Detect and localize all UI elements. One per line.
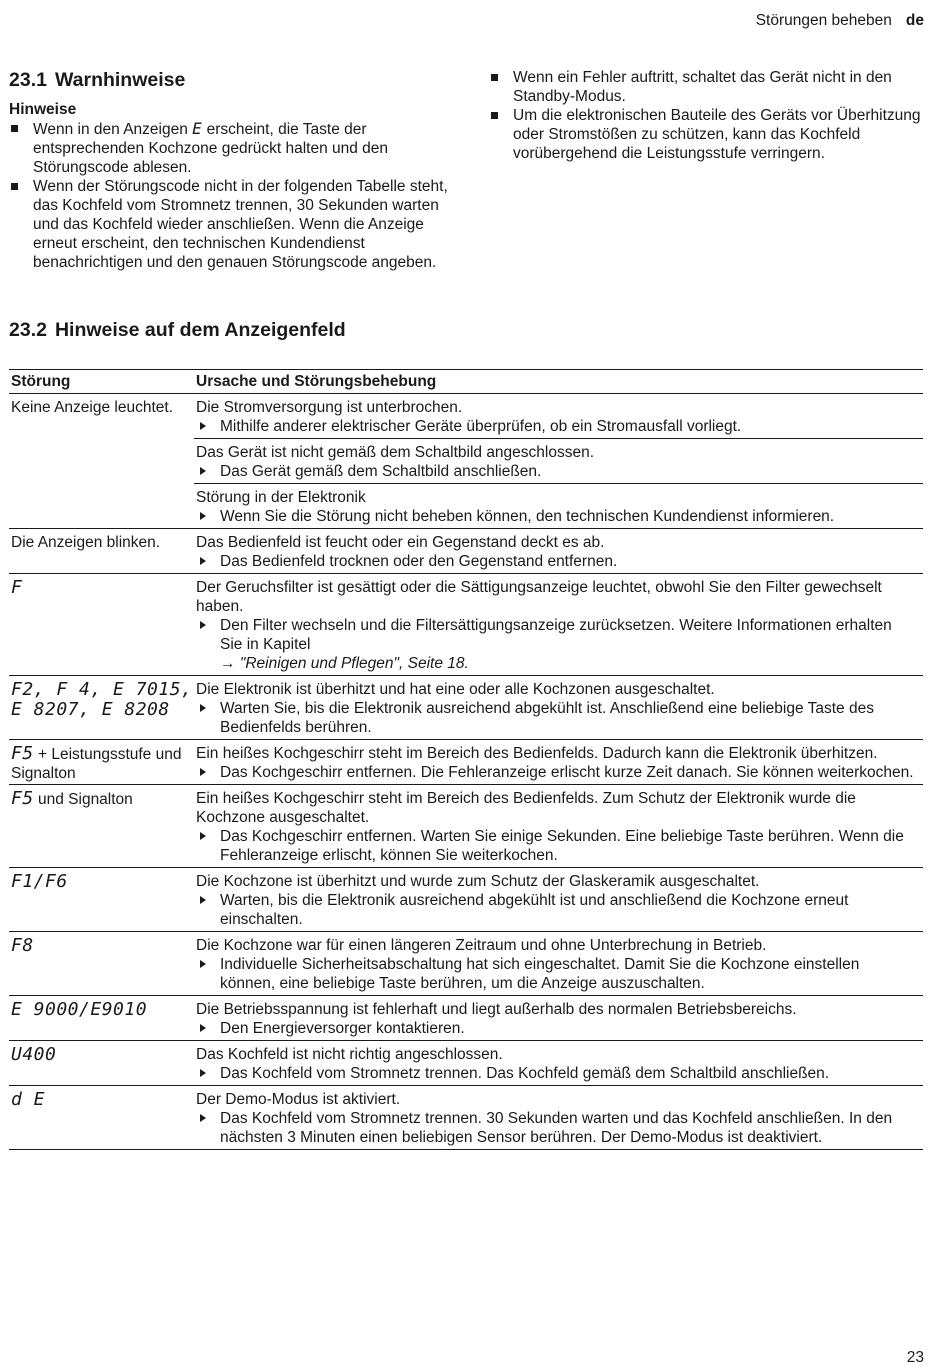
arrow-icon: → [220,655,236,672]
fault-table [9,369,923,1150]
cause-cell [194,676,923,740]
table-row [9,785,923,868]
page-number: 23 [906,1349,924,1366]
running-header [756,11,924,30]
section-title: Warnhinweise [54,69,186,91]
note-item: Wenn der Störungscode nicht in der folgenden Tabelle steht, das Kochfeld vom Stromnetz trennen, 30 Sekunden warten und das Kochfeld wieder anschließen. Wenn die Anzeige erneut erscheint, den technischen Kundendienst benachrichtigen und den genauen Störungscode angeben. [9,177,449,272]
fault-cell [9,676,194,740]
table-row [9,868,923,932]
cause-text: Die Kochzone war für einen längeren Zeitraum und ohne Unterbrechung in Betrieb. [196,937,767,954]
cause-text: Ein heißes Kochgeschirr steht im Bereich des Bedienfelds. Dadurch kann die Elektronik überhitzen. [196,745,878,762]
language-code: de [905,12,924,29]
remedy-action: Warten Sie, bis die Elektronik ausreichend abgekühlt ist. Anschließend eine beliebige Taste des Bedienfelds berühren. [196,699,915,737]
cause-block [194,574,923,675]
cross-reference [196,654,915,673]
fault-code: F5 [11,743,34,764]
fault-code: F5 [11,788,34,809]
fault-cell [9,996,194,1041]
cause-block [194,996,923,1040]
cause-block [194,483,923,528]
note-text: Wenn in den Anzeigen [33,121,193,138]
cause-cell [194,740,923,785]
cause-text: Das Gerät ist nicht gemäß dem Schaltbild angeschlossen. [196,444,595,461]
table-row [9,996,923,1041]
cause-text: Das Bedienfeld ist feucht oder ein Gegenstand deckt es ab. [196,534,605,551]
fault-cell [9,932,194,996]
cause-block [194,676,923,739]
remedy-action: Das Kochfeld vom Stromnetz trennen. 30 Sekunden warten und das Kochfeld anschließen. In den nächsten 3 Minuten einen beliebigen Sensor berühren. Der Demo-Modus ist deaktiviert. [196,1109,915,1147]
fault-cell [9,740,194,785]
table-row [9,574,923,676]
notes-list-right [489,68,929,163]
notes-subheading: Hinweise [9,101,77,118]
table-row [9,1041,923,1086]
section-name: Störungen beheben [755,12,892,29]
cause-text: Ein heißes Kochgeschirr steht im Bereich des Bedienfelds. Zum Schutz der Elektronik wurde die Kochzone ausgeschaltet. [196,790,856,826]
remedy-action: Das Bedienfeld trocknen oder den Gegenstand entfernen. [196,552,915,571]
cause-block [194,1041,923,1085]
cause-block [194,438,923,483]
column-header-cause: Ursache und Störungsbehebung [194,370,923,394]
column-header-fault: Störung [9,370,194,394]
table-row [9,1086,923,1150]
note-item [9,119,449,177]
cause-cell [194,574,923,676]
remedy-action: Das Kochgeschirr entfernen. Die Fehleranzeige erlischt kurze Zeit danach. Sie können weiterkochen. [196,763,915,782]
cause-cell [194,868,923,932]
cause-cell [194,1086,923,1150]
reference-text: "Reinigen und Pflegen", Seite 18. [239,655,469,672]
cause-cell [194,785,923,868]
fault-code: d E [11,1089,46,1110]
cause-block [194,868,923,931]
fault-cell [9,868,194,932]
fault-cell [9,574,194,676]
note-item: Um die elektronischen Bauteile des Geräts vor Überhitzung oder Stromstößen zu schützen, kann das Kochfeld vorübergehend die Leistungsstufe verringern. [489,106,929,163]
section-number: 23.1 [9,69,47,91]
cause-cell [194,394,923,529]
cause-block [194,394,923,438]
section-heading-23-2 [9,318,346,342]
fault-cell [9,1041,194,1086]
fault-suffix: und Signalton [33,791,133,808]
cause-cell [194,529,923,574]
cause-text: Die Kochzone ist überhitzt und wurde zum Schutz der Glaskeramik ausgeschaltet. [196,873,760,890]
warnings-left-column [9,68,449,272]
notes-list-left [9,119,449,272]
cause-text: Der Demo-Modus ist aktiviert. [196,1091,401,1108]
fault-code: E 9000/E9010 [11,999,148,1020]
cause-block [194,1086,923,1149]
fault-code: F2, F 4, E 7015, E 8207, E 8208 [11,679,193,720]
table-row [9,676,923,740]
table-header-row [9,370,923,394]
cause-text: Der Geruchsfilter ist gesättigt oder die Sättigungsanzeige leuchtet, obwohl Sie den Filter gewechselt haben. [196,579,882,615]
fault-cell [9,529,194,574]
remedy-action: Den Filter wechseln und die Filtersättigungsanzeige zurücksetzen. Weitere Informationen erhalten Sie in Kapitel [196,616,915,654]
fault-table-body [9,394,923,1150]
section-number: 23.2 [9,319,47,341]
remedy-action: Individuelle Sicherheitsabschaltung hat sich eingeschaltet. Damit Sie die Kochzone einstellen können, eine beliebige Taste berühren, um die Anzeige auszuschalten. [196,955,915,993]
cause-cell [194,996,923,1041]
cause-block [194,529,923,573]
fault-cell [9,785,194,868]
fault-code: F [11,577,23,598]
remedy-action: Das Kochfeld vom Stromnetz trennen. Das Kochfeld gemäß dem Schaltbild anschließen. [196,1064,915,1083]
remedy-action: Warten, bis die Elektronik ausreichend abgekühlt ist und anschließend die Kochzone erneut einschalten. [196,891,915,929]
cause-block [194,740,923,784]
cause-cell [194,932,923,996]
fault-cell [9,394,194,529]
cause-text: Die Betriebsspannung ist fehlerhaft und liegt außerhalb des normalen Betriebsbereichs. [196,1001,797,1018]
note-text: erscheint, die Taste der entsprechenden Kochzone gedrückt halten und den Störungscode ablesen. [33,121,389,176]
cause-text: Das Kochfeld ist nicht richtig angeschlossen. [196,1046,503,1063]
remedy-action: Das Gerät gemäß dem Schaltbild anschließen. [196,462,915,481]
remedy-action: Den Energieversorger kontaktieren. [196,1019,915,1038]
remedy-action: Das Kochgeschirr entfernen. Warten Sie einige Sekunden. Eine beliebige Taste berühren. Wenn die Fehleranzeige erlischt, können Sie weiterkochen. [196,827,915,865]
cause-block [194,785,923,867]
fault-code: F1/F6 [11,871,68,892]
section-title: Hinweise auf dem Anzeigenfeld [54,319,346,341]
fault-text: Keine Anzeige leuchtet. [11,399,174,416]
fault-cell [9,1086,194,1150]
table-row [9,529,923,574]
remedy-action: Mithilfe anderer elektrischer Geräte überprüfen, ob ein Stromausfall vorliegt. [196,417,915,436]
cause-cell [194,1041,923,1086]
fault-suffix: + Leistungsstufe und Signalton [11,746,182,782]
section-heading-23-1 [9,68,449,92]
fault-text: Die Anzeigen blinken. [11,534,161,551]
warnings-right-column [489,68,929,163]
cause-text: Die Elektronik ist überhitzt und hat eine oder alle Kochzonen ausgeschaltet. [196,681,715,698]
table-row [9,740,923,785]
cause-text: Störung in der Elektronik [196,489,366,506]
fault-code: F8 [11,935,34,956]
table-row [9,394,923,529]
note-item: Wenn ein Fehler auftritt, schaltet das Gerät nicht in den Standby-Modus. [489,68,929,106]
table-row [9,932,923,996]
cause-block [194,932,923,995]
error-code: E [192,119,203,138]
fault-code: U400 [11,1044,57,1065]
remedy-action: Wenn Sie die Störung nicht beheben können, den technischen Kundendienst informieren. [196,507,915,526]
cause-text: Die Stromversorgung ist unterbrochen. [196,399,463,416]
